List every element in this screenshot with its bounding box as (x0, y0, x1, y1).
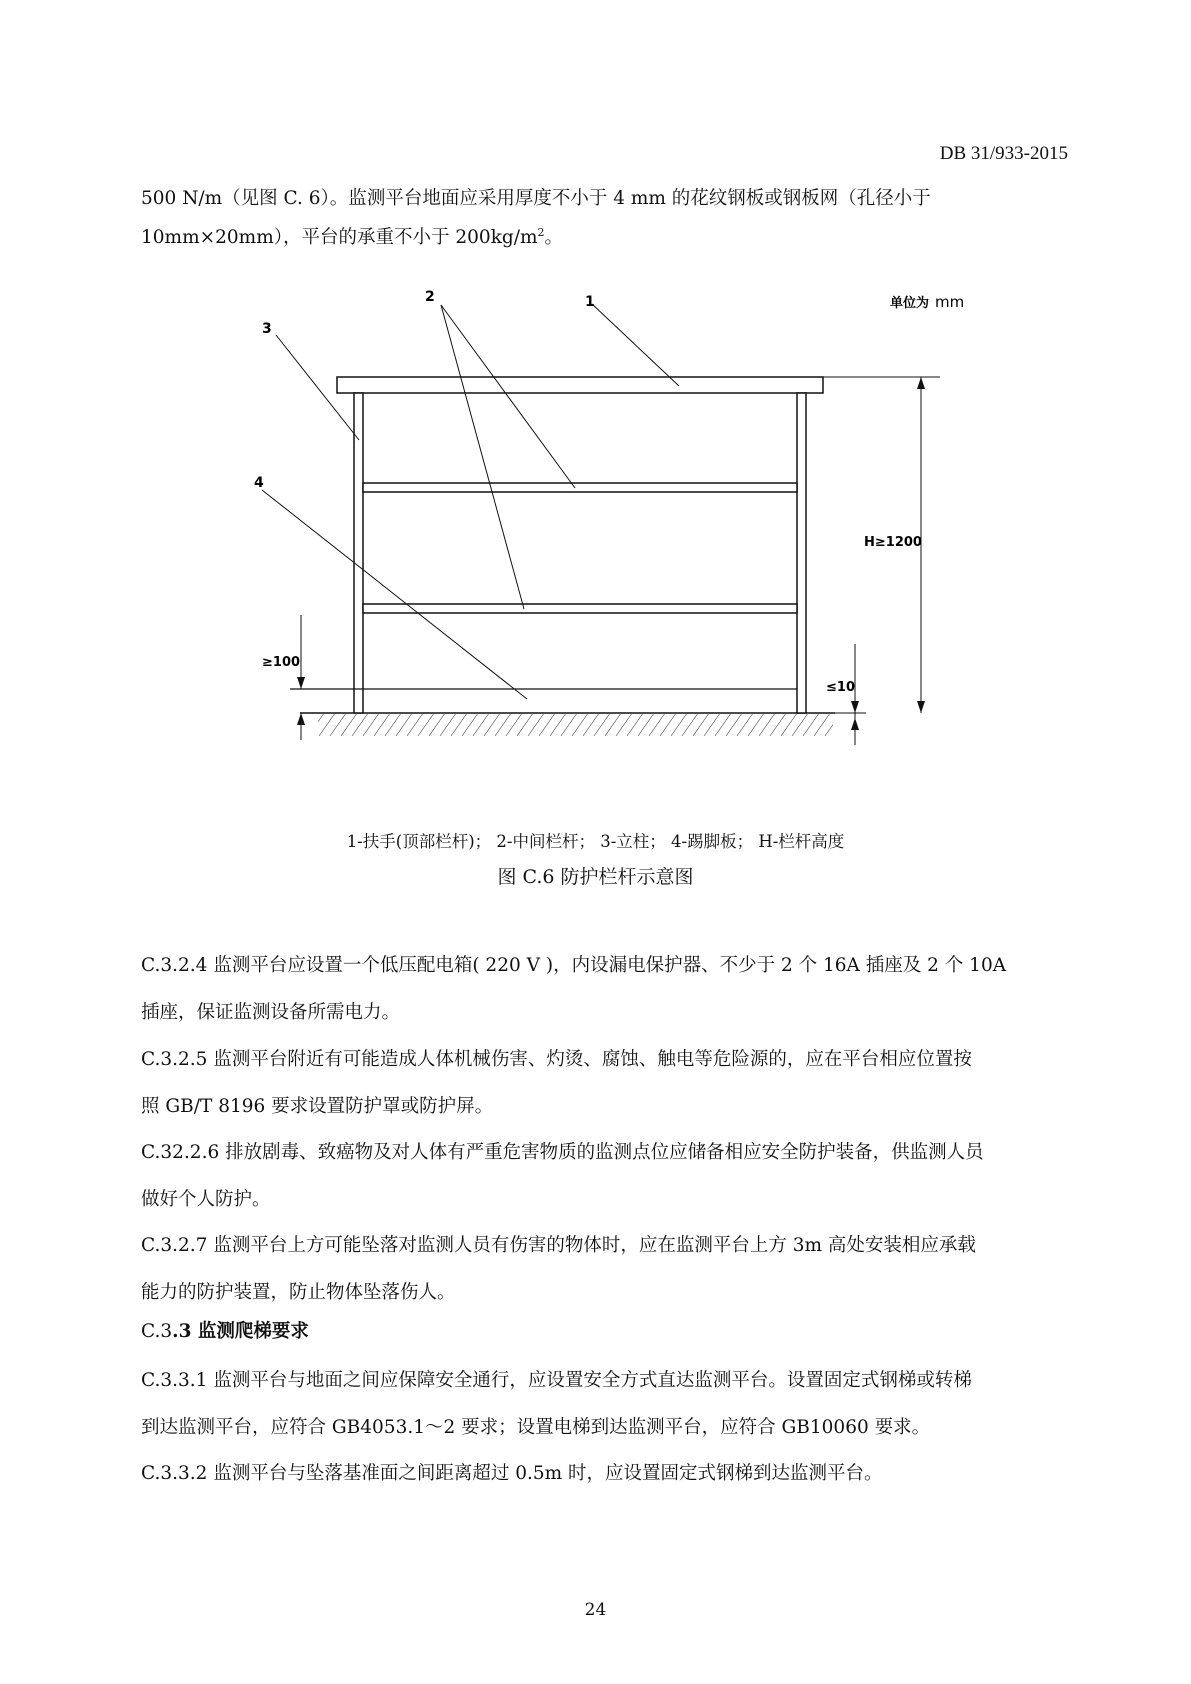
unit-label (890, 293, 964, 311)
clause-3-3-1-line-2: 到达监测平台，应符合 GB4053.1～2 要求；设置电梯到达监测平台，应符合 GB10060 要求。 (141, 1417, 931, 1438)
clause-3-2-6-line-1: C.32.2.6 排放剧毒、致癌物及对人体有严重危害物质的监测点位应储备相应安全防护装备，供监测人员 (141, 1142, 984, 1163)
page-number: 24 (584, 1600, 607, 1620)
clause-3-3-1-line-1: C.3.3.1 监测平台与地面之间应保障安全通行，应设置安全方式直达监测平台。设置固定式钢梯或转梯 (141, 1370, 972, 1391)
clause-3-2-5-line-2: 照 GB/T 8196 要求设置防护罩或防护屏。 (141, 1096, 494, 1117)
intro-superscript: 2 (537, 225, 545, 239)
intro-line-2-text: 10mm×20mm），平台的承重不小于 200kg/m (141, 227, 538, 248)
leader-2a (441, 305, 575, 488)
intro-line-1: 500 N/m（见图 C. 6）。监测平台地面应采用厚度不小于 4 mm 的花纹钢板或钢板网（孔径小于 (141, 188, 931, 209)
figure-legend: 1-扶手(顶部栏杆)； 2-中间栏杆； 3-立柱； 4-踢脚板； H-栏杆高度 (346, 832, 845, 851)
handrail (337, 377, 823, 393)
clause-3-3-2-line-1: C.3.3.2 监测平台与坠落基准面之间距离超过 0.5m 时，应设置固定式钢梯到达监测平台。 (141, 1463, 883, 1484)
unit-label-text: 单位为 (890, 296, 930, 311)
dim-h-arrow-top (917, 377, 925, 389)
unit-value: mm (935, 293, 965, 311)
dim-height-label: H≥1200 (864, 535, 922, 550)
clause-3-2-5-line-1: C.3.2.5 监测平台附近有可能造成人体机械伤害、灼烫、腐蚀、触电等危险源的，应在平台相应位置按 (141, 1049, 972, 1070)
dim-gap-arrow-top (851, 701, 859, 713)
clause-3-2-4-line-1: C.3.2.4 监测平台应设置一个低压配电箱( 220 V )，内设漏电保护器、不少于 2 个 16A 插座及 2 个 10A (141, 955, 1007, 976)
leader-1 (592, 304, 679, 386)
right-post (797, 393, 806, 713)
dim-toeboard-label: ≥100 (262, 655, 301, 670)
middle-rail-upper (363, 483, 797, 492)
figure-caption: 图 C.6 防护栏杆示意图 (497, 866, 694, 888)
section-number-bold: .3 (172, 1321, 192, 1342)
section-number: C.3 (141, 1321, 173, 1342)
clause-3-2-6-line-2: 做好个人防护。 (141, 1189, 271, 1210)
callout-1: 1 (585, 294, 595, 310)
dim-toeboard-arrow-top (297, 677, 305, 689)
clause-3-2-4-line-2: 插座，保证监测设备所需电力。 (141, 1002, 401, 1023)
leader-2b (441, 305, 524, 609)
intro-line-2 (141, 223, 563, 249)
section-heading (141, 1317, 309, 1343)
section-title-text: 监测爬梯要求 (191, 1321, 309, 1342)
document-number-header: DB 31/933-2015 (939, 143, 1068, 164)
dim-gap-arrow-bottom (851, 718, 859, 730)
leader-4 (262, 490, 527, 699)
middle-rail-lower (363, 604, 797, 613)
dim-gap-label: ≤10 (826, 680, 855, 695)
dim-h-arrow-bottom (917, 701, 925, 713)
left-post (354, 393, 363, 713)
guardrail-diagram (0, 280, 1191, 800)
callout-3: 3 (262, 321, 272, 337)
callout-4: 4 (254, 475, 264, 491)
ground-hatch (318, 714, 833, 736)
clause-3-2-7-line-2: 能力的防护装置，防止物体坠落伤人。 (141, 1282, 456, 1303)
intro-line-2-end: 。 (544, 227, 564, 248)
dim-toeboard-arrow-bottom (297, 713, 305, 725)
callout-2: 2 (425, 289, 435, 305)
clause-3-2-7-line-1: C.3.2.7 监测平台上方可能坠落对监测人员有伤害的物体时，应在监测平台上方 3m 高处安装相应承载 (141, 1235, 976, 1256)
